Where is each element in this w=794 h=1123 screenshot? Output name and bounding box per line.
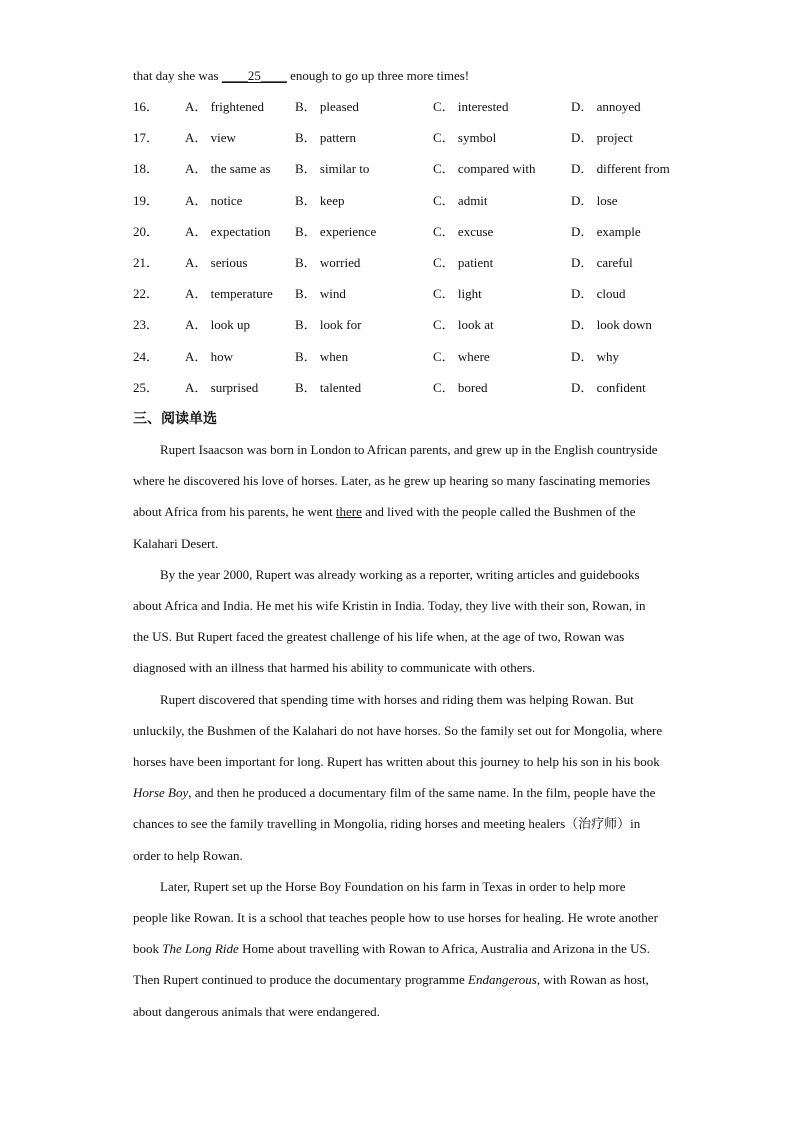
- question-row: [133, 316, 693, 334]
- option-d: D． careful: [571, 255, 633, 270]
- option-c: C． interested: [433, 99, 509, 114]
- answer-blank-25: ____25____: [221, 68, 287, 83]
- programme-title-endangerous: Endangerous: [468, 972, 537, 988]
- option-a: A． the same as: [185, 161, 271, 177]
- option-b: B． experience: [295, 223, 377, 239]
- option-a: A． look up: [185, 317, 251, 333]
- option-c: C． where: [433, 348, 490, 364]
- option-d: D． different from: [571, 161, 670, 177]
- option-d: D． lose: [571, 192, 618, 208]
- question-number: 19．: [133, 192, 160, 208]
- option-b: B． talented: [295, 379, 362, 395]
- underlined-word-there: there: [335, 504, 362, 520]
- option-c: C． symbol: [433, 130, 497, 146]
- option-c: C． light: [433, 286, 482, 302]
- option-b: B． when: [295, 348, 349, 364]
- question-number: 22．: [133, 286, 160, 302]
- option-b: B． pattern: [295, 130, 357, 146]
- question-row: [133, 223, 693, 241]
- option-a: A． how: [185, 348, 234, 364]
- question-number: 25．: [133, 379, 160, 395]
- question-row: [133, 98, 693, 116]
- option-c: C． compared with: [433, 161, 536, 177]
- option-b: B． pleased: [295, 99, 359, 114]
- question-number: 20．: [133, 223, 160, 239]
- option-a: A． surprised: [185, 379, 259, 395]
- option-c: C． bored: [433, 379, 488, 395]
- passage-paragraph-3: Rupert discovered that spending time with horses and riding them was helping Rowan. But unluckily, the Bushmen of the Kalahari do not have horses. So the family set out for Mongolia, where horses have been important for long. Rupert has written about this journey to help his son in his book Horse Boy, and then he produced a documentary film of the same name. In the film, people have the chances to see the family travelling in Mongolia, riding horses and meeting healers（治疗师）in order to help Rowan.: [133, 691, 663, 863]
- option-b: B． look for: [295, 317, 362, 333]
- option-d: D． project: [571, 130, 633, 146]
- option-a: A． notice: [185, 192, 243, 208]
- question-number: 16．: [133, 99, 160, 114]
- book-title-horse-boy: Horse Boy: [133, 785, 189, 801]
- question-row: [133, 160, 693, 178]
- option-d: D． look down: [571, 317, 652, 333]
- question-row: [133, 254, 693, 272]
- option-c: C． excuse: [433, 223, 494, 239]
- question-number: 23．: [133, 317, 160, 333]
- option-b: B． similar to: [295, 161, 370, 177]
- option-c: C． admit: [433, 192, 488, 208]
- option-b: B． worried: [295, 255, 361, 270]
- option-a: A． view: [185, 130, 236, 146]
- question-row: [133, 285, 693, 303]
- reading-passage: [133, 434, 663, 1027]
- passage-paragraph-1: Rupert Isaacson was born in London to African parents, and grew up in the English countryside where he discovered his love of horses. Later, as he grew up hearing so many fascinating memories about Africa from his parents, he went there and lived with the people called the Bushmen of the Kalahari Desert.: [133, 442, 658, 551]
- option-c: C． look at: [433, 317, 494, 333]
- option-d: D． confident: [571, 379, 646, 395]
- option-d: D． annoyed: [571, 99, 641, 114]
- question-number: 18．: [133, 161, 160, 177]
- option-a: A． expectation: [185, 223, 271, 239]
- intro-text-before: that day she was: [133, 68, 222, 83]
- question-row: [133, 379, 693, 397]
- option-c: C． patient: [433, 255, 494, 270]
- question-number: 21．: [133, 255, 160, 270]
- option-b: B． keep: [295, 192, 345, 208]
- option-d: D． example: [571, 223, 641, 239]
- option-a: A． temperature: [185, 286, 273, 302]
- question-row: [133, 348, 693, 366]
- question-row: [133, 129, 693, 147]
- option-d: D． cloud: [571, 286, 626, 302]
- option-b: B． wind: [295, 286, 346, 302]
- intro-text-after: enough to go up three more times!: [286, 68, 470, 83]
- question-number: 17．: [133, 130, 160, 146]
- question-row: [133, 192, 693, 210]
- passage-paragraph-2: By the year 2000, Rupert was already working as a reporter, writing articles and guidebooks about Africa and India. He met his wife Kristin in India. Today, they live with their son, Rowan, in the US. But Rupert faced the greatest challenge of his life when, at the age of two, Rowan was diagnosed with an illness that harmed his ability to communicate with others.: [133, 566, 646, 676]
- section-title: 三、阅读单选: [133, 411, 217, 427]
- question-number: 24．: [133, 348, 160, 364]
- intro-line: [133, 67, 469, 85]
- option-d: D． why: [571, 348, 620, 364]
- book-title-long-ride: The Long Ride: [162, 941, 239, 957]
- option-a: A． serious: [185, 255, 248, 270]
- option-a: A． frightened: [185, 99, 265, 114]
- passage-paragraph-4: Later, Rupert set up the Horse Boy Foundation on his farm in Texas in order to help more people like Rowan. It is a school that teaches people how to use horses for healing. He wrote another book The Long Ride Home about travelling with Rowan to Africa, Australia and Arizona in the US. Then Rupert continued to produce the documentary programme Endangerous, with Rowan as host, about dangerous animals that were endangered.: [133, 878, 658, 1019]
